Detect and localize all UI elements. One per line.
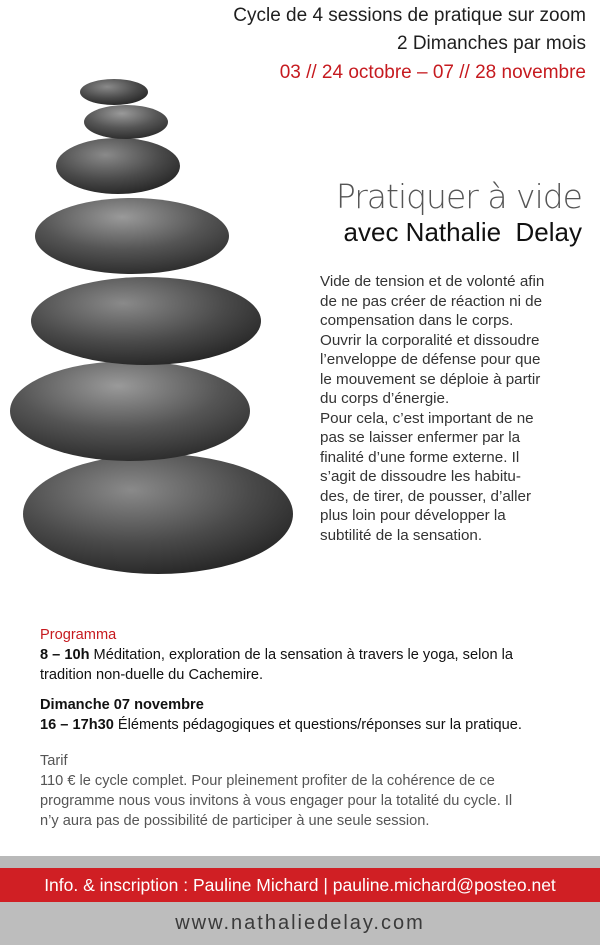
title-block (336, 177, 582, 247)
description-line: s’agit de dissoudre les habitu- (320, 468, 521, 485)
programme-item-1-text-cont: tradition non-duelle du Cachemire. (40, 667, 264, 683)
programme-item-1 (40, 645, 592, 665)
tarif-line-2: programme nous vous invitons à vous engager pour la totalité du cycle. Il (40, 793, 513, 809)
stone-3 (56, 138, 180, 194)
description (320, 272, 592, 545)
programme-heading: Programma (40, 627, 117, 643)
description-line: le mouvement se déploie à partir (320, 370, 541, 388)
programme-section (40, 625, 592, 831)
tarif-heading: Tarif (40, 753, 68, 769)
description-line: Ouvrir la corporalité et dissoudre (320, 331, 540, 349)
stone-2 (84, 105, 168, 139)
programme-item-2-time: 16 – 17h30 (40, 717, 114, 733)
divider-bar (0, 856, 600, 868)
programme-day-label: Dimanche 07 novembre (40, 697, 204, 713)
description-line: subtilité de la sensation. (320, 526, 483, 544)
stacked-stones-image (6, 76, 306, 596)
header-cycle-line: Cycle de 4 sessions de pratique sur zoom (233, 5, 586, 26)
description-line: compensation dans le corps. (320, 312, 514, 329)
description-line: plus loin pour développer la (320, 507, 506, 524)
stone-1 (80, 79, 148, 105)
description-line: du corps d’énergie. (320, 390, 450, 407)
description-line: l’enveloppe de défense pour que (320, 351, 541, 368)
description-line: de ne pas créer de réaction ni de (320, 292, 543, 310)
programme-item-2-text: Éléments pédagogiques et questions/réponses sur la pratique. (113, 717, 522, 733)
description-line: finalité d’une forme externe. Il (320, 448, 520, 466)
tarif-line-1: 110 € le cycle complet. Pour pleinement profiter de la cohérence de ce (40, 773, 495, 789)
stone-4 (35, 198, 229, 274)
header-dates: 03 // 24 octobre – 07 // 28 novembre (279, 62, 586, 83)
page-subtitle: avec Nathalie Delay (343, 217, 582, 247)
info-banner[interactable]: Info. & inscription : Pauline Michard | pauline.michard@posteo.net (0, 868, 600, 902)
description-line: Vide de tension et de volonté afin (320, 273, 545, 290)
description-line: pas se laisser enfermer par la (320, 429, 521, 446)
page-title: Pratiquer à vide (335, 177, 582, 216)
header-frequency-line: 2 Dimanches par mois (396, 33, 586, 54)
tarif-line-3: n’y aura pas de possibilité de participer à une seule session. (40, 813, 430, 829)
programme-item-2 (40, 715, 592, 735)
description-line: des, de tirer, de pousser, d’aller (320, 487, 532, 505)
programme-day (40, 695, 592, 715)
description-line: Pour cela, c’est important de ne (320, 409, 534, 427)
stone-stack (10, 79, 293, 574)
website-link[interactable]: www.nathaliedelay.com (0, 902, 600, 945)
stone-7 (23, 454, 293, 574)
programme-item-1-text: Méditation, exploration de la sensation à travers le yoga, selon la (89, 647, 513, 663)
stone-5 (31, 277, 261, 365)
stone-6 (10, 361, 250, 461)
programme-item-1-time: 8 – 10h (40, 647, 90, 663)
